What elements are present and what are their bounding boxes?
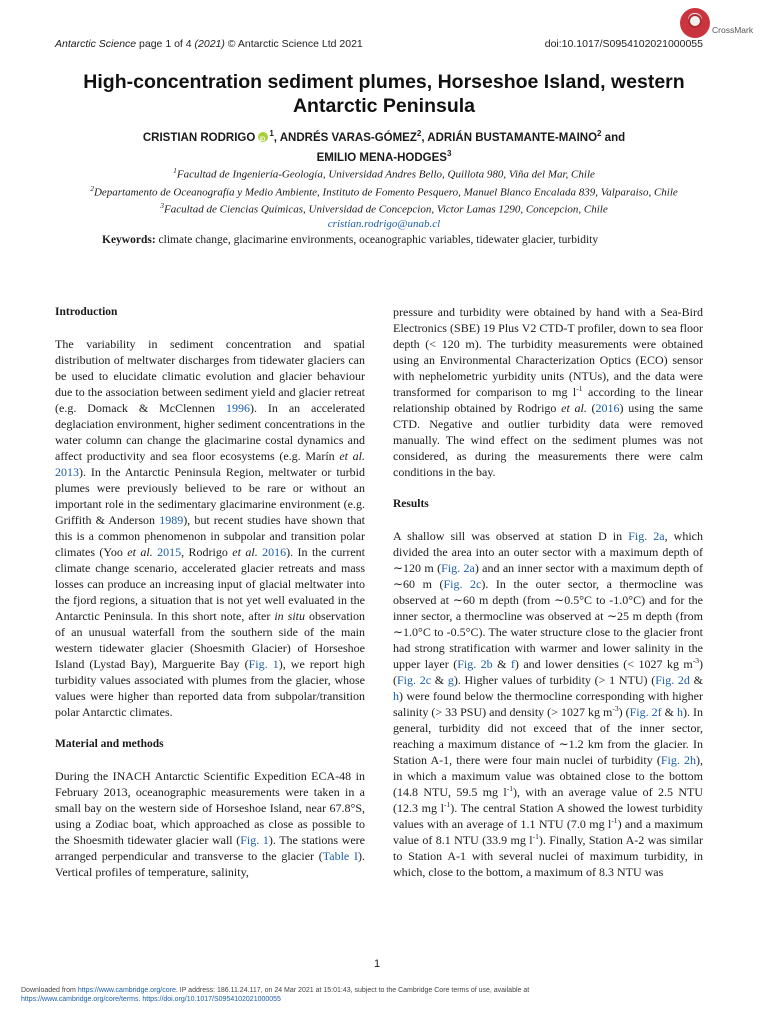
figure-link[interactable]: Fig. 2a <box>441 561 475 575</box>
citation-link[interactable]: 1996 <box>225 401 250 415</box>
footer-text: . IP address: 186.11.24.117, on 24 Mar 2021 at 15:01:43, subject to the Cambridge Core terms of use, available at <box>175 987 530 994</box>
figure-link[interactable]: f <box>510 657 515 671</box>
text-run: ). Vertical profiles of temperature, salinity, <box>55 849 365 879</box>
figure-link[interactable]: h <box>677 705 683 719</box>
author-1-sup: 1 <box>269 129 274 138</box>
text-run: ). Higher values of turbidity (> 1 NTU) ( <box>453 673 656 687</box>
text-run: ) were found below the thermocline corresponding with higher salinity (> 33 PSU) and density (> 1027 kg m <box>393 689 703 719</box>
text-run: ) using the same CTD. Negative and outlier turbidity data were removed manually. The wind effect on the sediment plumes was not considered, as during the measurements there were calm conditions in the bay. <box>393 401 703 479</box>
text-run: ) and an inner sector with a maximum depth of ∼60 m ( <box>393 561 703 591</box>
affiliation-1-sup: 1 <box>173 166 177 175</box>
figure-link[interactable]: g <box>447 673 454 687</box>
text-run: During the INACH Antarctic Scientific Expedition ECA-48 in February 2013, oceanographic measurements were taken in a small bay on the western side of Horseshoe Island, near 67.8°S, using a Zodiac boat, which approached as close as possible to the Shoesmith tidewater glacier wall ( <box>55 769 365 847</box>
introduction-paragraph <box>55 336 365 720</box>
figure-link[interactable]: Fig. 2d <box>655 673 690 687</box>
superscript: -1 <box>576 384 583 393</box>
text-run: et al. <box>561 401 587 415</box>
text-run: pressure and turbidity were obtained by hand with a Sea-Bird Electronics (SBE) 19 Plus V2 CTD-T profiler, down to sea floor depth (< 120 m). The turbidity measurements were obtained using an Environmental Characterization Optics (ECO) sensor with nephelometric yurbidity units (NTUs), and the data were transformed for comparison to mg l <box>393 305 703 399</box>
text-run: et al. <box>339 449 366 463</box>
text-run: according to the linear relationship obtained by Rodrigo <box>393 385 703 415</box>
methods-paragraph <box>55 768 365 880</box>
text-run: observation of an unusual waterfall from the southern side of the main western tidewater glacier (Shoesmith Glacier) of Horseshoe Island (Lystad Bay), Marguerite Bay ( <box>55 609 366 671</box>
download-footer <box>21 986 751 1004</box>
page-info: page 1 of 4 <box>136 38 195 50</box>
keywords-label: Keywords: <box>102 234 156 246</box>
figure-link[interactable]: Fig. 2b <box>457 657 493 671</box>
footer-text: Downloaded from <box>21 987 78 994</box>
citation-link[interactable]: 2016 <box>262 545 287 559</box>
crossmark-icon-center <box>688 14 702 28</box>
left-column <box>55 304 365 896</box>
citation-link[interactable]: 2016 <box>595 401 620 415</box>
figure-link[interactable]: Fig. 2h <box>660 753 696 767</box>
methods-heading: Material and methods <box>55 738 164 750</box>
text-run: ). In the outer sector, a thermocline was observed at ∼60 m depth (from ∼0.5°C to -1.0°C) and for the inner sector, a thermocline was observed at ∼25 m depth (from ∼1.0°C to -0.5°C). The water structure close to the glacier front had strong stratification with warmer and lower salinity in the upper layer ( <box>393 577 703 671</box>
crossmark-badge[interactable] <box>678 8 758 42</box>
crossmark-label: CrossMark <box>712 25 754 35</box>
text-run: & <box>661 705 677 719</box>
affiliation-1 <box>40 164 728 182</box>
affiliation-1-text: Facultad de Ingeniería-Geología, Universidad Andres Bello, Quillota 980, Viña del Mar, Chile <box>176 168 595 181</box>
superscript: -1 <box>532 832 539 841</box>
author-2-sup: 2 <box>416 129 422 138</box>
text-run: ). Finally, Station A-2 was similar to Station A-1 with several nuclei of maximum turbidity, in which, close to the bottom, a maximum of 8.3 NTU was <box>393 833 704 879</box>
running-header <box>55 38 703 52</box>
keywords-text: climate change, glacimarine environments, oceanographic variables, tidewater glacier, turbidity <box>155 234 599 246</box>
text-run: ). The central Station A showed the lowest turbidity values with an average of 1.1 NTU (7.0 mg l <box>393 801 703 831</box>
author-3-sup: 2 <box>597 129 602 138</box>
author-4-sup: 3 <box>446 148 452 158</box>
author-3: , ADRIÁN BUSTAMANTE-MAINO <box>421 131 598 144</box>
affiliation-2 <box>40 182 728 200</box>
affiliation-2-sup: 2 <box>90 183 94 193</box>
text-run: ), we report high turbidity values associated with plumes from the glacier, whose values were higher than reported data from subpolar/transition polar Antarctic climates. <box>55 657 365 719</box>
right-column <box>393 304 703 896</box>
journal-year: (2021) <box>194 38 225 50</box>
page-number: 1 <box>374 958 381 970</box>
text-run: ). In the current climate change scenario, accelerated glacier retreats and mass losses can produce an increasing input of glacial meltwater into the fjord regions, a situation that is not yet well evaluated in the Antarctic Peninsula. In this short note, after <box>55 545 366 623</box>
citation-link[interactable]: 1989 <box>159 513 184 527</box>
text-run: , which divided the area into an outer sector with a maximum depth of ∼120 m ( <box>393 529 703 575</box>
figure-link[interactable]: Fig. 1 <box>248 657 279 671</box>
text-run: ). In the Antarctic Peninsula Region, meltwater or turbid plumes were previously believed to be rare or without an important role in the sedimentary glacimarine environment (e.g. Griffith & Anderson <box>55 465 365 527</box>
journal-citation <box>55 38 363 50</box>
text-run: ), but recent studies have shown that this is a common phenomenon in subpolar and transition polar climates (Yoo <box>55 513 365 559</box>
corresponding-email[interactable]: cristian.rodrigo@unab.cl <box>327 217 441 230</box>
methods-continued-paragraph <box>393 304 703 480</box>
citation-link[interactable]: 2013 <box>55 465 79 479</box>
author-list <box>40 126 728 166</box>
figure-link[interactable]: Fig. 2c <box>443 577 482 591</box>
figure-link[interactable]: Fig. 2c <box>397 673 432 687</box>
text-run: ) ( <box>393 657 703 687</box>
article-title: High-concentration sediment plumes, Horseshoe Island, western Antarctic Peninsula <box>83 71 685 117</box>
introduction-heading: Introduction <box>55 306 118 318</box>
footer-text: . <box>138 996 143 1003</box>
author-1[interactable]: CRISTIAN RODRIGO <box>142 131 256 144</box>
copyright: © Antarctic Science Ltd 2021 <box>224 38 363 50</box>
figure-link[interactable]: Fig. 2f <box>629 705 662 719</box>
affiliation-3-text: Facultad de Ciencias Químicas, Universidad de Concepcion, Victor Lamas 1290, Concepcion, Chile <box>164 203 608 216</box>
text-run: , Rodrigo <box>181 545 233 559</box>
superscript: -1 <box>444 800 451 809</box>
text-run: & <box>431 673 448 687</box>
doi[interactable]: doi:10.1017/S0954102021000055 <box>544 38 703 50</box>
figure-link[interactable]: Fig. 1 <box>240 833 269 847</box>
text-run: A shallow sill was observed at station D in <box>393 529 629 543</box>
text-run: ) and a maximum value of 8.1 NTU (33.9 mg l <box>393 817 703 847</box>
footer-link-terms[interactable]: https://www.cambridge.org/core/terms <box>21 996 139 1003</box>
author-2: , ANDRÉS VARAS-GÓMEZ <box>273 131 417 144</box>
superscript: -1 <box>611 816 618 825</box>
text-run: & <box>689 673 703 687</box>
affiliations <box>40 164 728 231</box>
figure-link[interactable]: h <box>393 689 399 703</box>
text-run: ), in which a maximum value was obtained close to the bottom (14.8 NTU, 59.5 mg l <box>393 753 703 799</box>
superscript: -3 <box>612 704 619 713</box>
figure-link[interactable]: Fig. 2a <box>628 529 665 543</box>
text-run: & <box>492 657 511 671</box>
footer-link-doi[interactable]: https://doi.org/10.1017/S0954102021000055 <box>142 996 281 1003</box>
orcid-icon[interactable] <box>258 132 268 142</box>
text-run: ). The stations were arranged perpendicular and transverse to the glacier ( <box>55 833 366 863</box>
results-heading: Results <box>393 498 429 510</box>
text-run: ) and lower densities (< 1027 kg m <box>514 657 693 671</box>
keywords <box>102 232 658 248</box>
results-paragraph <box>393 528 703 880</box>
superscript: -1 <box>506 784 513 793</box>
citation-link[interactable]: 2015 <box>157 545 182 559</box>
affiliation-2-text: Departamento de Oceanografía y Medio Ambiente, Instituto de Fomento Pesquero, Manuel Blanco Encalada 839, Valparaiso, Chile <box>93 186 678 199</box>
text-run: ) ( <box>618 705 630 719</box>
text-run: et al. <box>232 545 258 559</box>
text-run: ). In an accelerated deglaciation environment, higher sediment concentrations in the water column can change the glacimarine costal dynamics and affect productivity and sea floor ecosystems (e.g. Marín <box>55 401 366 463</box>
affiliation-3-sup: 3 <box>160 201 165 211</box>
author-and: and <box>601 131 626 144</box>
text-run: in situ <box>274 609 306 623</box>
text-run: et al. <box>127 545 153 559</box>
journal-name: Antarctic Science <box>55 38 137 50</box>
text-run: ), with an average value of 2.5 NTU (12.3 mg l <box>393 785 703 815</box>
text-run: ). In general, turbidity did not exceed that of the inner sector, reaching a maximum distance of ∼1.2 km from the glacier. In Station A-1, there were four main nuclei of turbidity ( <box>393 705 704 767</box>
table-link[interactable]: Table I <box>322 849 358 863</box>
author-4: EMILIO MENA-HODGES <box>316 151 447 164</box>
text-run: ( <box>586 401 596 415</box>
superscript: -3 <box>692 656 699 665</box>
text-run: The variability in sediment concentration and spatial distribution of meltwater discharges from tidewater glaciers can be used to elucidate climatic evolution and glacier behaviour due to the association between sediment yield and glacier retreat (e.g. Domack & McClennen <box>55 337 365 415</box>
footer-link-core[interactable]: https://www.cambridge.org/core <box>77 987 176 994</box>
affiliation-3 <box>40 199 728 217</box>
